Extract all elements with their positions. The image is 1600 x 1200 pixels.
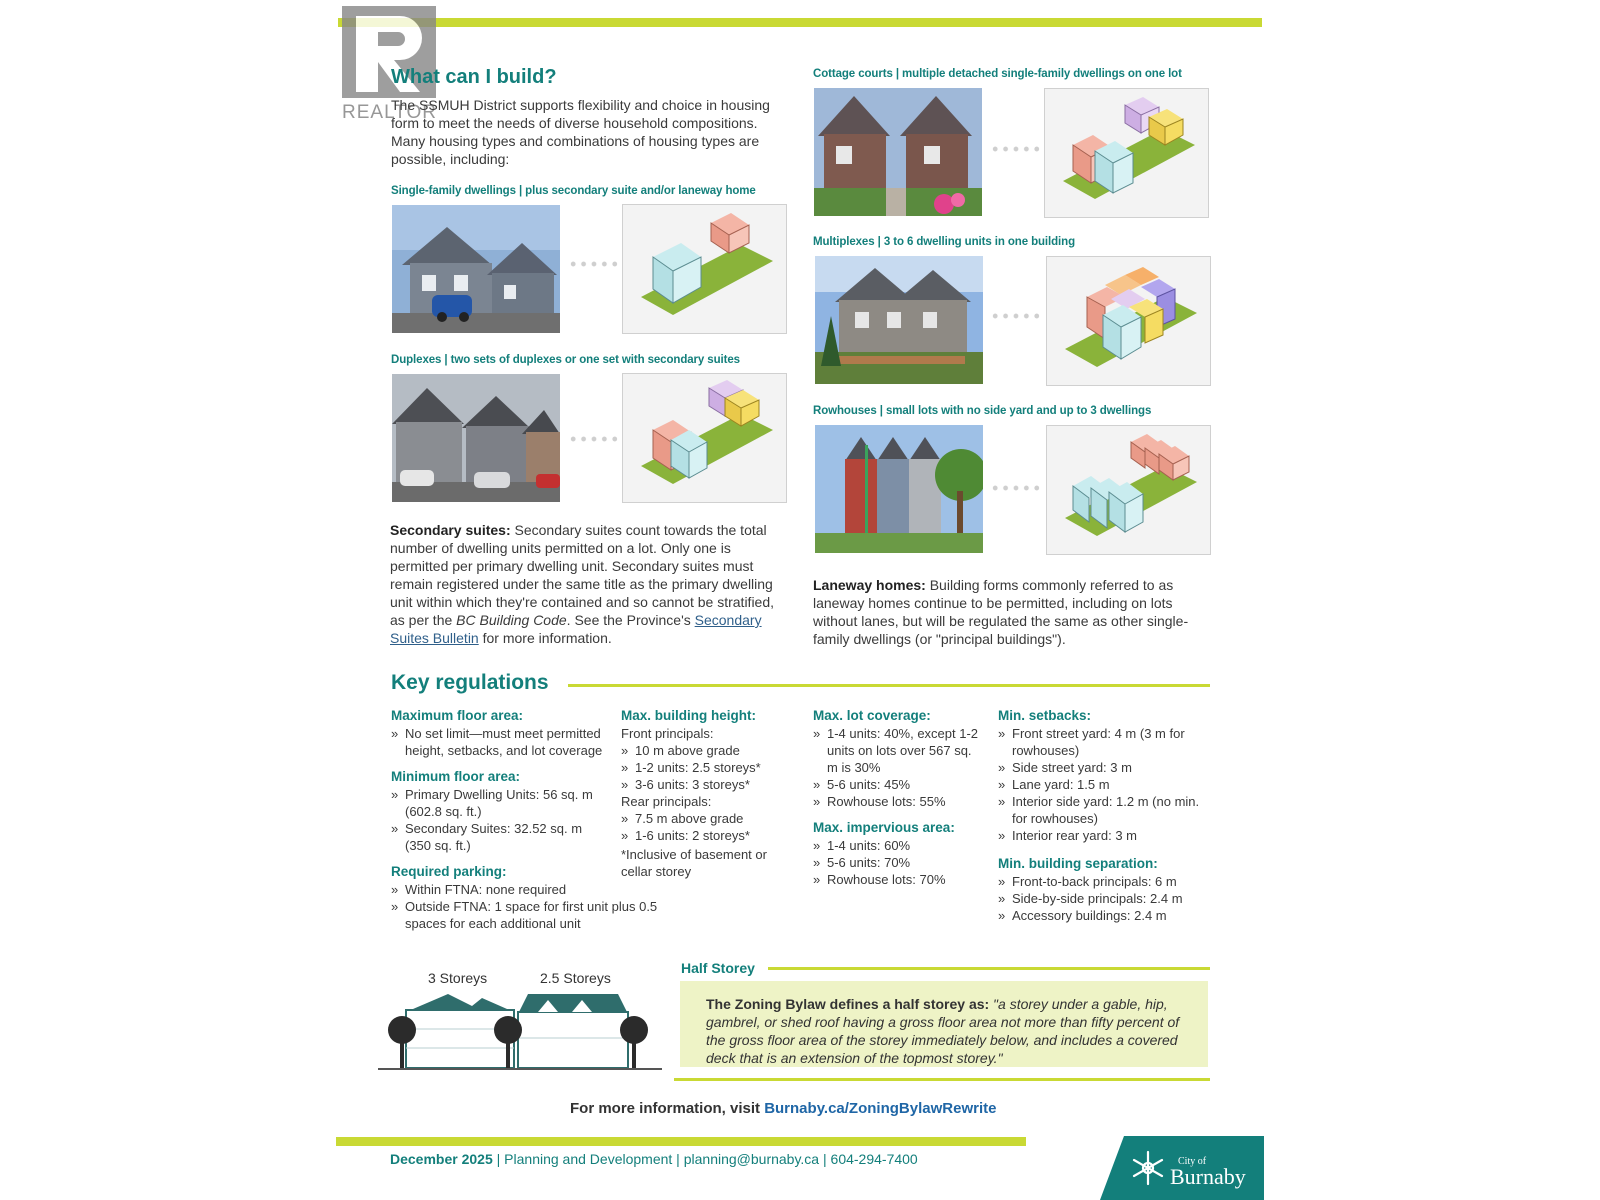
intro-body: The SSMUH District supports flexibility and choice in housing form to meet the needs of diverse household compositions. Many housing types and combinations of housing types are possible, including: [391, 97, 770, 167]
caption-multiplexes: Multiplexes | 3 to 6 dwelling units in one building [813, 236, 1075, 248]
photo-multiplexes [815, 256, 983, 384]
footer-line: December 2025 | Planning and Development | planning@burnaby.ca | 604-294-7400 [390, 1151, 918, 1167]
half-storey-rule-top [768, 967, 1210, 970]
regulations-col-3: Max. lot coverage: » 1-4 units: 40%, except 1-2 units on lots over 567 sq. m is 30% » 5-6 units: 45% » Rowhouse lots: 55% Max. impervious area: » 1-4 units: 60% » 5-6 units: 70% » Rowhouse lots: 70% [813, 708, 983, 896]
caption-rowhouses: Rowhouses | small lots with no side yard and up to 3 dwellings [813, 405, 1152, 417]
key-regulations-title: Key regulations [391, 671, 549, 694]
more-info: For more information, visit Burnaby.ca/ZoningBylawRewrite [570, 1100, 997, 1117]
city-of-label: City of [1178, 1156, 1207, 1167]
footer-email[interactable]: planning@burnaby.ca [683, 1151, 820, 1167]
burnaby-wordmark: Burnaby [1170, 1164, 1246, 1189]
storeys-label-2-5: 2.5 Storeys [540, 970, 611, 986]
storeys-label-3: 3 Storeys [428, 970, 488, 986]
photo-rowhouses [815, 425, 983, 553]
secondary-suites-paragraph: Secondary suites: Secondary suites count towards the total number of dwelling units permitted on a lot. Only one is permitted per primary dwelling unit. Secondary suites must remain registered under the same title as the primary dwelling unit within which they're contained and so cannot be stratified, as per the BC Building Code. See the Province's Secondary Suites Bulletin for more information. [390, 522, 775, 646]
storeys-illustration [378, 990, 662, 1074]
city-logo-block [1100, 1136, 1264, 1200]
laneway-homes-paragraph: Laneway homes: Building forms commonly referred to as laneway homes continue to be permitted, including on lots without lanes, but will be regulated the same as other single-family dwellings (or "principal buildings"). [813, 577, 1189, 647]
caption-cottage-courts: Cottage courts | multiple detached single-family dwellings on one lot [813, 68, 1182, 80]
massing-diagram-rowhouses [1046, 425, 1211, 555]
zoning-bylaw-link[interactable]: Burnaby.ca/ZoningBylawRewrite [764, 1100, 997, 1117]
half-storey-title: Half Storey [681, 960, 755, 976]
half-storey-definition: The Zoning Bylaw defines a half storey as: "a storey under a gable, hip, gambrel, or shed roof having a gross floor area not more than fifty percent of the gross floor area of the storey immediately below, and includes a covered deck that is an extension of the topmost storey." [680, 981, 1208, 1067]
half-storey-rule-bottom [674, 1078, 1210, 1081]
dots-connector [568, 436, 620, 442]
regulations-col-1: Maximum floor area: » No set limit—must meet permitted height, setbacks, and lot coverage Minimum floor area: » Primary Dwelling Units: 56 sq. m (602.8 sq. ft.) » Secondary Suites: 32.52 sq. m (350 sq. ft.) Required parking: » Within FTNA: none required » Outside FTNA: 1 space for first unit plus 0.5 spaces for each additional unit [391, 708, 611, 940]
massing-diagram-single-family [622, 204, 787, 334]
photo-single-family [392, 205, 560, 333]
dots-connector [990, 313, 1042, 319]
photo-cottage-courts [814, 88, 982, 216]
top-accent-bar [338, 18, 1262, 27]
dots-connector [568, 261, 620, 267]
massing-diagram-multiplexes [1046, 256, 1211, 386]
caption-single-family: Single-family dwellings | plus secondary suite and/or laneway home [391, 185, 756, 197]
intro-title: What can I build? [391, 66, 557, 88]
bottom-accent-bar [336, 1137, 1026, 1146]
key-regulations-rule [568, 684, 1210, 687]
massing-diagram-duplexes [622, 373, 787, 503]
caption-duplexes: Duplexes | two sets of duplexes or one set with secondary suites [391, 354, 740, 366]
massing-diagram-cottage-courts [1044, 88, 1209, 218]
dots-connector [990, 146, 1042, 152]
laneway-homes-label: Laneway homes: [813, 577, 926, 593]
dots-connector [990, 485, 1042, 491]
secondary-suites-bulletin-link[interactable]: Secondary Suites Bulletin [390, 612, 762, 646]
regulations-col-4: Min. setbacks: » Front street yard: 4 m (3 m for rowhouses) » Side street yard: 3 m » Lane yard: 1.5 m » Interior side yard: 1.2 m (no min. for rowhouses) » Interior rear yard: 3 m Min. building separation: » Front-to-back principals: 6 m » Side-by-side principals: 2.4 m » Accessory buildings: 2.4 m [998, 708, 1213, 932]
footer-phone: 604-294-7400 [830, 1151, 918, 1167]
realtor-logo-word: REALTOR [342, 102, 437, 123]
photo-duplexes [392, 374, 560, 502]
secondary-suites-label: Secondary suites: [390, 522, 511, 538]
regulations-col-2: Max. building height: Front principals: » 10 m above grade » 1-2 units: 2.5 storeys* » 3-6 units: 3 storeys* Rear principals: » 7.5 m above grade » 1-6 units: 2 storeys* *Inclusive of basement or cellar storey [621, 708, 801, 880]
